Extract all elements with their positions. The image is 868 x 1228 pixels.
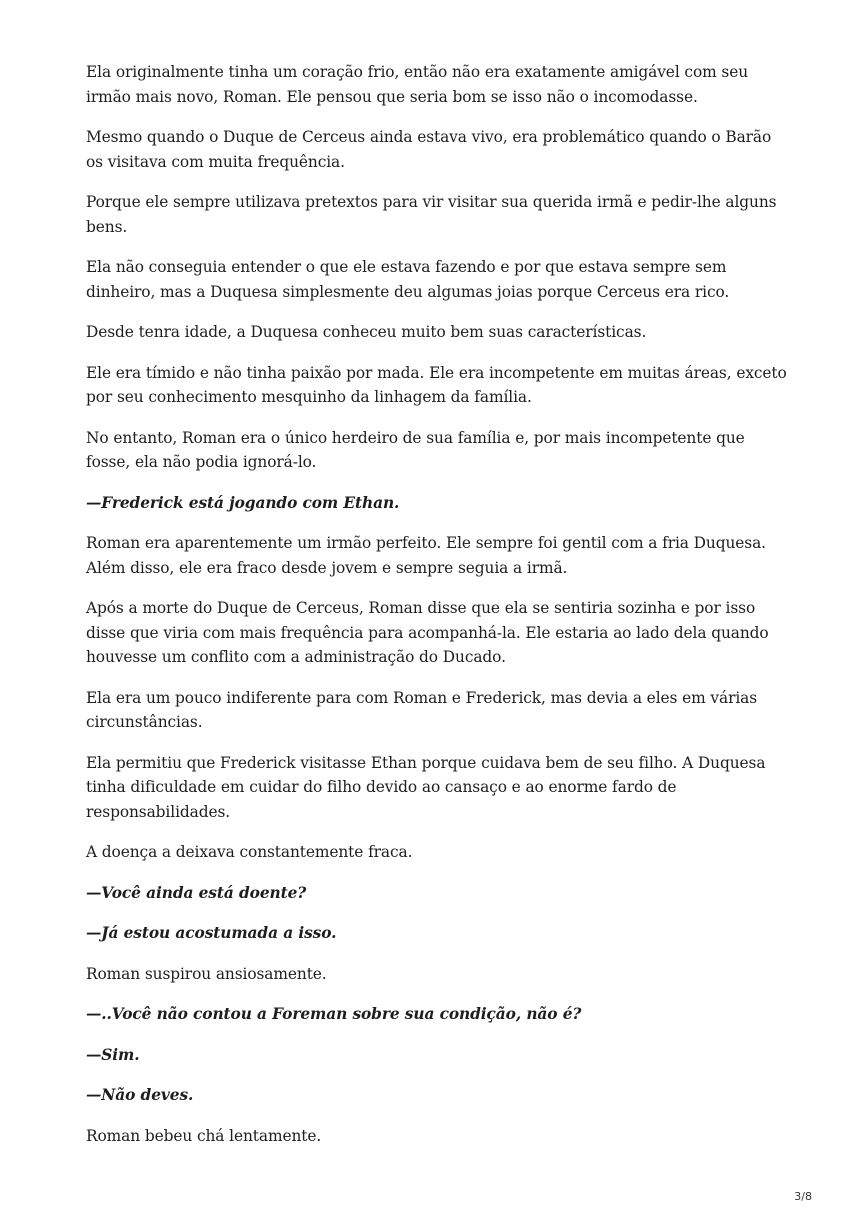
dialog-line: —Sim. xyxy=(86,1045,140,1064)
document-page xyxy=(86,60,788,1164)
paragraph: No entanto, Roman era o único herdeiro de sua família e, por mais incompetente que fosse, ela não podia ignorá-lo. xyxy=(86,428,745,471)
paragraph: A doença a deixava constantemente fraca. xyxy=(86,843,413,861)
paragraph: Ele era tímido e não tinha paixão por mada. Ele era incompetente em muitas áreas, exceto por seu conhecimento mesquinho da linhagem da família. xyxy=(86,363,787,406)
paragraph: Mesmo quando o Duque de Cerceus ainda estava vivo, era problemático quando o Barão os visitava com muita frequência. xyxy=(86,128,772,171)
paragraph: Após a morte do Duque de Cerceus, Roman disse que ela se sentiria sozinha e por isso disse que viria com mais frequência para acompanhá-la. Ele estaria ao lado dela quando houvesse um conflito com a administração do Ducado. xyxy=(86,599,769,666)
page-number: 3/8 xyxy=(794,1190,812,1203)
paragraph: Roman suspirou ansiosamente. xyxy=(86,964,327,983)
paragraph: Roman bebeu chá lentamente. xyxy=(86,1126,322,1145)
dialog-line: —Já estou acostumada a isso. xyxy=(86,924,337,942)
paragraph: Ela não conseguia entender o que ele estava fazendo e por que estava sempre sem dinheiro, mas a Duquesa simplesmente deu algumas joias porque Cerceus era rico. xyxy=(86,258,730,301)
paragraph: Desde tenra idade, a Duquesa conheceu muito bem suas características. xyxy=(86,323,647,341)
dialog-line: —Não deves. xyxy=(86,1086,194,1104)
paragraph: Porque ele sempre utilizava pretextos para vir visitar sua querida irmã e pedir-lhe alguns bens. xyxy=(86,193,777,236)
dialog-line: —Você ainda está doente? xyxy=(86,883,307,902)
dialog-line: —..Você não contou a Foreman sobre sua condição, não é? xyxy=(86,1005,582,1023)
paragraph: Ela originalmente tinha um coração frio, então não era exatamente amigável com seu irmão mais novo, Roman. Ele pensou que seria bom se isso não o incomodasse. xyxy=(86,63,749,106)
dialog-line: —Frederick está jogando com Ethan. xyxy=(86,493,400,512)
paragraph: Roman era aparentemente um irmão perfeito. Ele sempre foi gentil com a fria Duquesa. Além disso, ele era fraco desde jovem e sempre seguia a irmã. xyxy=(86,534,766,577)
paragraph: Ela permitiu que Frederick visitasse Ethan porque cuidava bem de seu filho. A Duquesa tinha dificuldade em cuidar do filho devido ao cansaço e ao enorme fardo de responsabilidades. xyxy=(86,753,766,821)
paragraph: Ela era um pouco indiferente para com Roman e Frederick, mas devia a eles em várias circunstâncias. xyxy=(86,688,758,731)
